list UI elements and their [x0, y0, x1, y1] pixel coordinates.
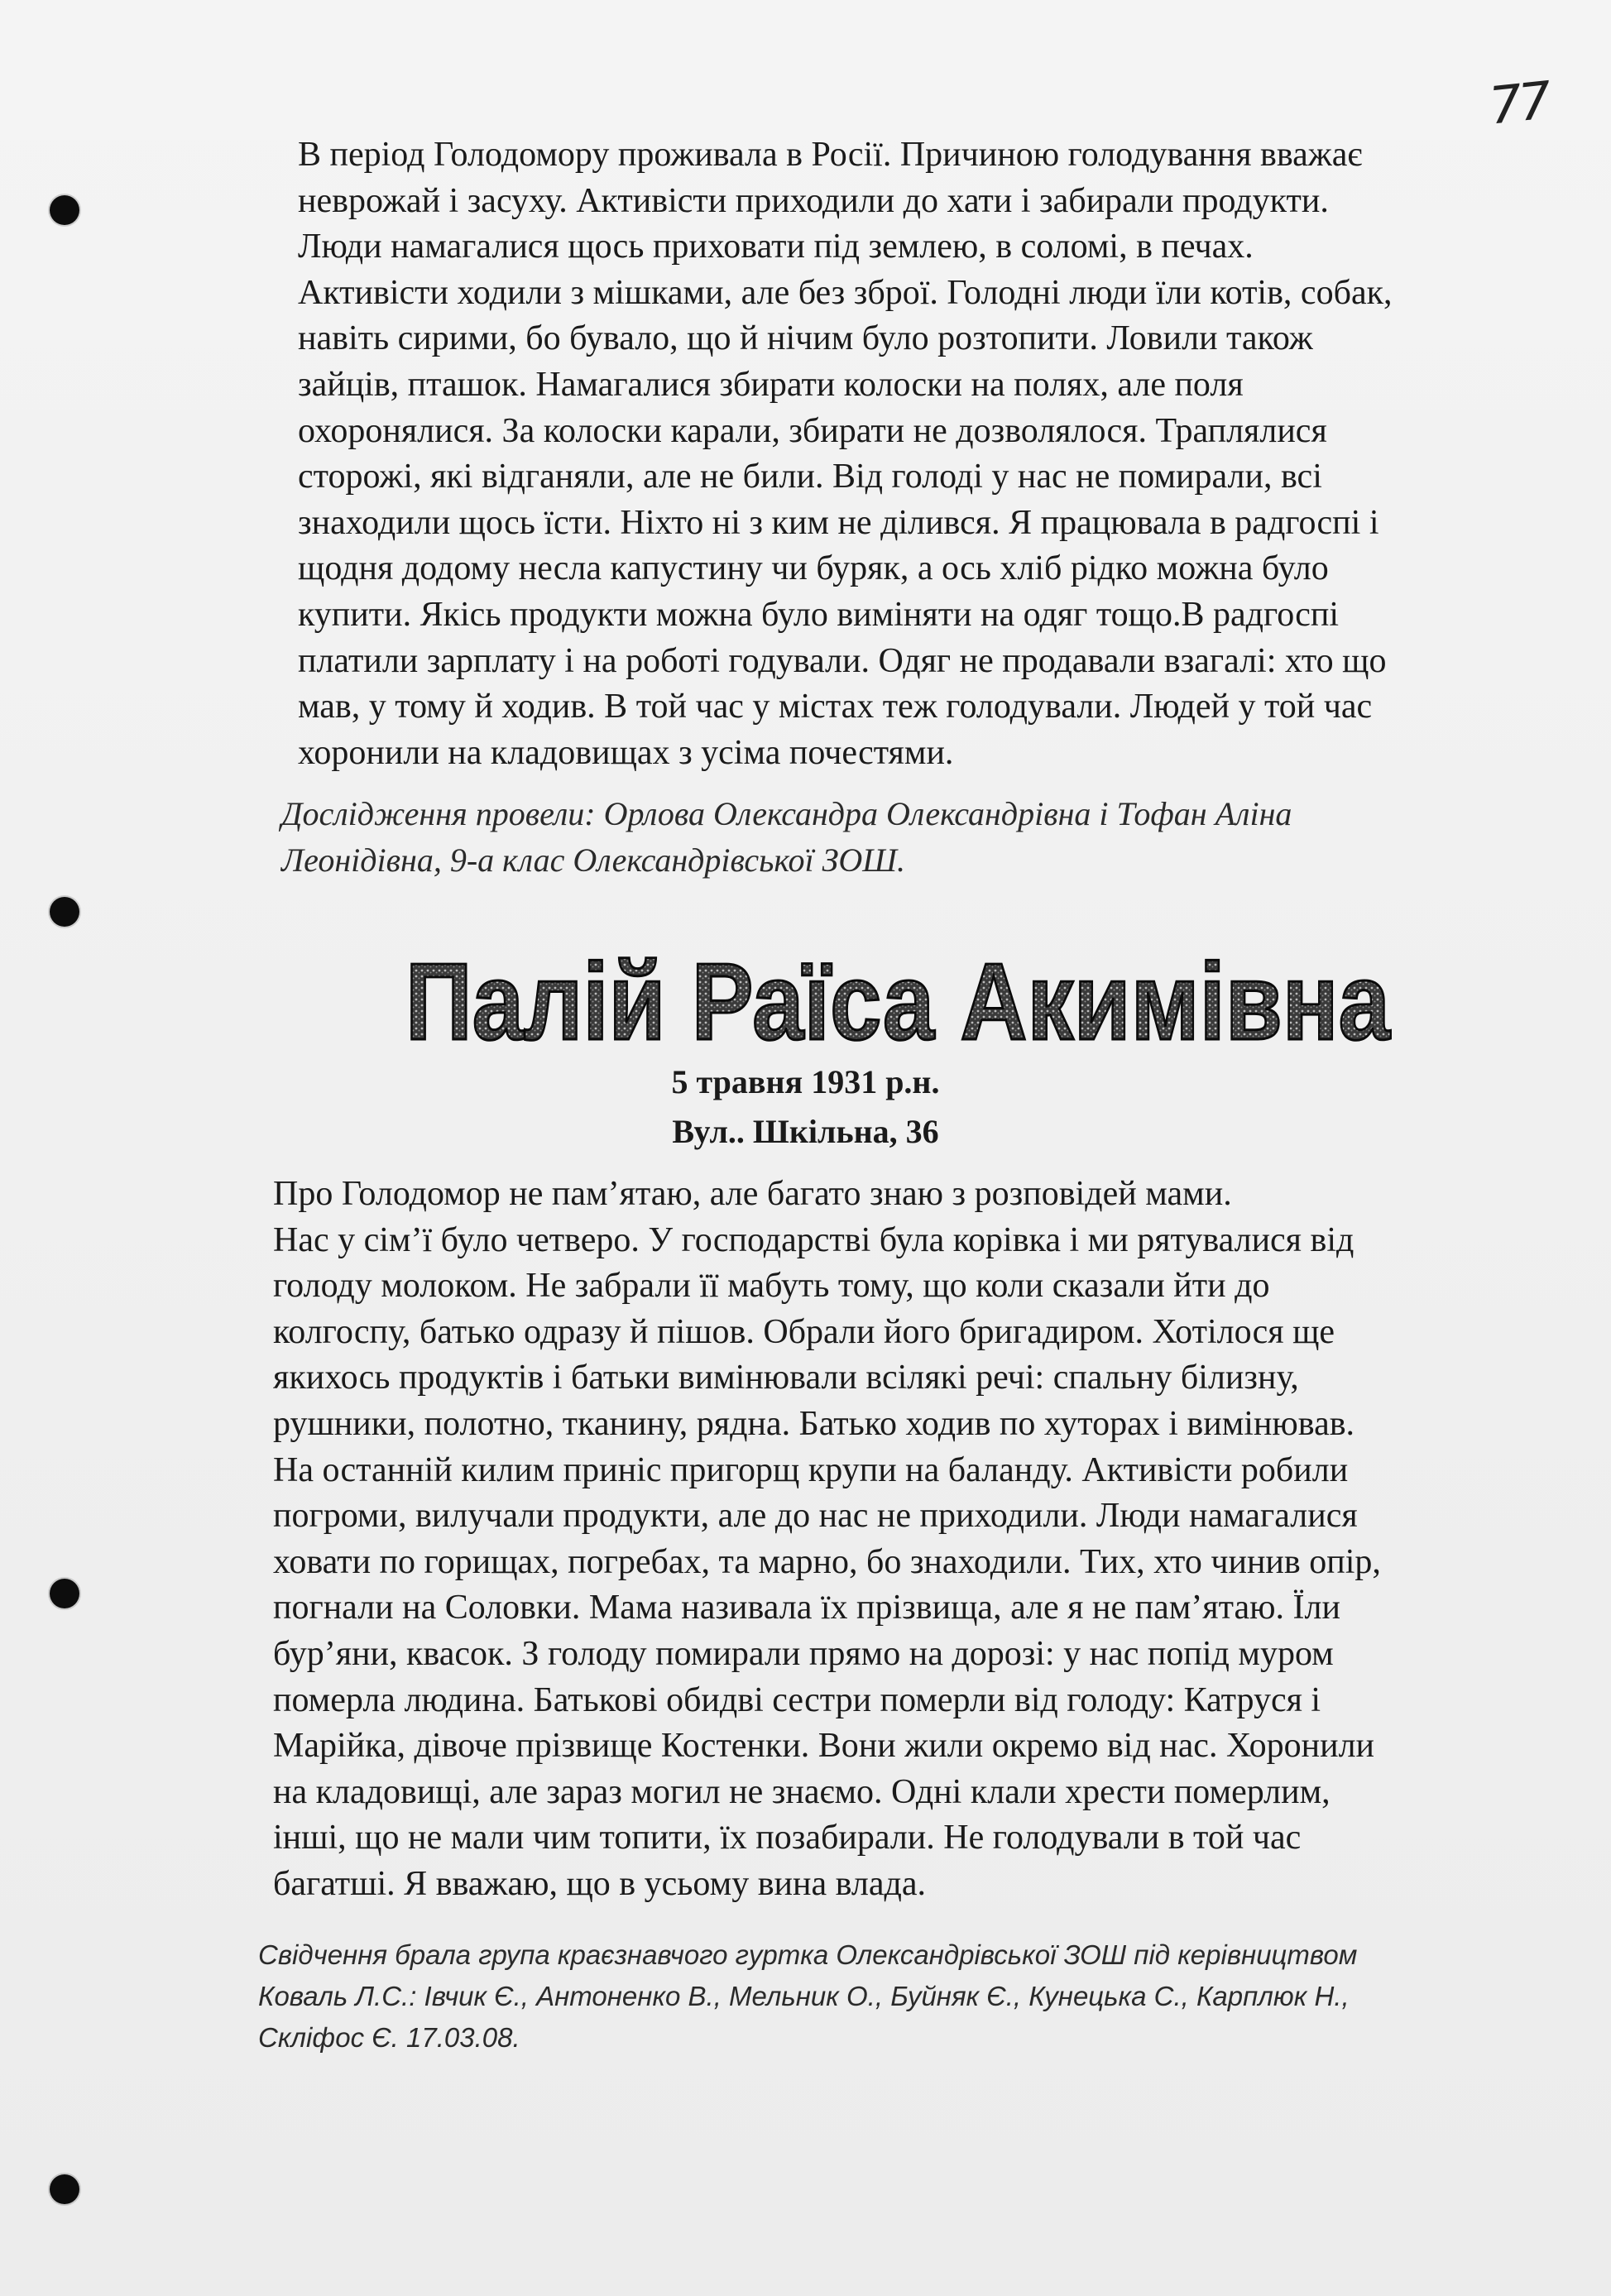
text-line: хоронили на кладовищах з усіма почестями. [298, 733, 954, 772]
note-line: Коваль Л.С.: Івчик Є., Антоненко В., Мельник О., Буйняк Є., Кунецька С., Карплюк Н., [258, 1981, 1350, 2011]
binder-hole [50, 195, 79, 225]
testimony-note [258, 1934, 1357, 2059]
text-line: охоронялися. За колоски карали, збирати не дозволялося. Траплялися [298, 411, 1327, 450]
text-line: Про Голодомор не пам’ятаю, але багато знаю з розповідей мами. [273, 1175, 1232, 1213]
text-line: померла людина. Батькові обидві сестри померли від голоду: Катруся і [273, 1680, 1321, 1719]
text-line: голоду молоком. Не забрали її мабуть тому, що коли сказали йти до [273, 1267, 1270, 1306]
binder-hole [50, 2174, 79, 2204]
text-line: навіть сирими, бо бувало, що й нічим було розтопити. Ловили також [298, 319, 1313, 358]
text-line: щодня додому несла капустину чи буряк, а ось хліб рідко можна було [298, 549, 1329, 588]
text-line: В період Голодомору проживала в Росії. Причиною голодування вважає [298, 136, 1363, 174]
text-line: якихось продуктів і батьки вимінювали всілякі речі: спальну білизну, [273, 1359, 1299, 1397]
text-line: погроми, вилучали продукти, але до нас не приходили. Люди намагалися [273, 1497, 1358, 1536]
text-line: На останній килим приніс пригорщ крупи на баланду. Активісти робили [273, 1450, 1349, 1489]
text-line: бур’яни, квасок. З голоду помирали прямо на дорозі: у нас попід муром [273, 1634, 1334, 1673]
text-line: сторожі, які відганяли, але не били. Від голоді у нас не помирали, всі [298, 458, 1322, 496]
binder-hole [50, 1579, 79, 1608]
text-line: ховати по горищах, погребах, та марно, бо знаходили. Тих, хто чинив опір, [273, 1542, 1381, 1581]
text-line: погнали на Соловки. Мама називала їх прізвища, але я не пам’ятаю. Їли [273, 1589, 1340, 1627]
page-number: 77 [1486, 70, 1551, 137]
text-line: Люди намагалися щось приховати під землею, в соломі, в печах. [298, 228, 1254, 266]
text-line: колгоспу, батько одразу й пішов. Обрали його бригадиром. Хотілося ще [273, 1312, 1335, 1351]
testimony-text-2 [273, 1172, 1381, 1908]
binder-hole [50, 897, 79, 927]
note-line: Леонідівна, 9-а клас Олександрівської ЗОШ. [281, 841, 906, 879]
address: Вул.. Шкільна, 36 [672, 1113, 939, 1150]
text-line: мав, у тому й ходив. В той час у містах теж голодували. Людей у той час [298, 688, 1373, 726]
text-line: неврожай і засуху. Активісти приходили до хати і забирали продукти. [298, 181, 1329, 220]
text-line: купити. Якісь продукти можна було виміняти на одяг тощо.В радгоспі [298, 595, 1340, 634]
text-line: на кладовищі, але зараз могил не знаємо. Одні клали хрести померлим, [273, 1772, 1331, 1811]
text-line: рушники, полотно, тканину, рядна. Батько ходив по хуторах і вимінював. [273, 1404, 1355, 1443]
note-line: Свідчення брала група краєзнавчого гуртка Олександрівської ЗОШ під керівництвом [258, 1939, 1358, 1970]
text-line: знаходили щось їсти. Ніхто ні з ким не ділився. Я працювала в радгоспі і [298, 503, 1379, 542]
researchers-note [281, 791, 1292, 884]
witness-name-title [397, 917, 1398, 1066]
text-line: багатші. Я вважаю, що в усьому вина влада. [273, 1864, 927, 1903]
text-line: Нас у сім’ї було четверо. У господарстві була корівка і ми рятувалися від [273, 1220, 1354, 1259]
text-line: Марійка, дівоче прізвище Костенки. Вони жили окремо від нас. Хоронили [273, 1727, 1375, 1766]
note-line: Дослідження провели: Орлова Олександра Олександрівна і Тофан Аліна [281, 795, 1292, 832]
birth-date: 5 травня 1931 р.н. [671, 1063, 940, 1100]
text-line: Активісти ходили з мішками, але без зброї. Голодні люди їли котів, собак, [298, 273, 1393, 312]
text-line: зайців, пташок. Намагалися збирати колоски на полях, але поля [298, 365, 1244, 404]
note-line: Скліфос Є. 17.03.08. [258, 2022, 520, 2053]
text-line: інші, що не мали чим топити, їх позабирали. Не голодували в той час [273, 1819, 1302, 1857]
testimony-text-1 [298, 132, 1393, 776]
witness-name: Палій Раїса Акимівна [405, 941, 1392, 1062]
text-line: платили зарплату і на роботі годували. Одяг не продавали взагалі: хто що [298, 641, 1387, 680]
